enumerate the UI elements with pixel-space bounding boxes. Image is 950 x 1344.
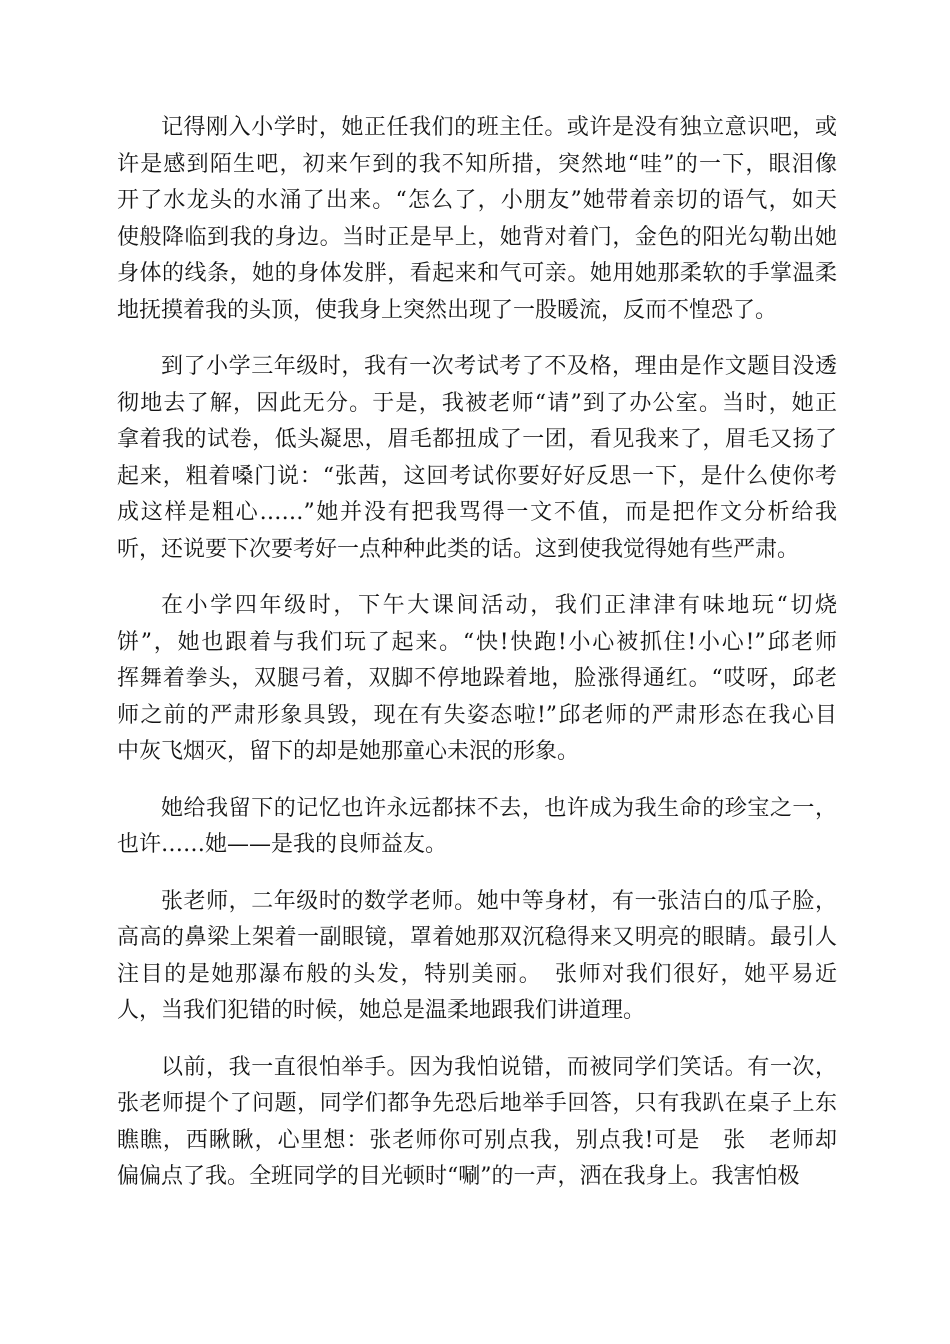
text-line: 挥舞着拳头，双腿弓着，双脚不停地跺着地，脸涨得通红。“哎呀，邱老 (117, 666, 837, 691)
paragraph (117, 349, 837, 568)
text-line: 也许……她——是我的良师益友。 (117, 832, 448, 857)
text-line: 听，还说要下次要考好一点种种此类的话。这到使我觉得她有些严肃。 (117, 536, 800, 562)
text-line: 成这样是粗心……”她并没有把我骂得一文不值，而是把作文分析给我 (117, 500, 837, 525)
document-body (117, 110, 837, 1216)
text-line: 师之前的严肃形象具毁，现在有失姿态啦!”邱老师的严肃形态在我心目 (117, 702, 837, 728)
text-line: 使般降临到我的身边。当时正是早上，她背对着门，金色的阳光勾勒出她 (117, 224, 837, 250)
text-line: 注目的是她那瀑布般的头发，特别美丽。 张师对我们很好，她平易近 (117, 961, 837, 987)
text-line: 高高的鼻梁上架着一副眼镜，罩着她那双沉稳得来又明亮的眼睛。最引人 (117, 925, 837, 950)
text-line: 中灰飞烟灭，留下的却是她那童心未泯的形象。 (117, 739, 580, 764)
text-line: 起来，粗着嗓门说：“张茜，这回考试你要好好反思一下，是什么使你考 (117, 463, 837, 489)
text-line: 偏偏点了我。全班同学的目光顿时“唰”的一声，洒在我身上。我害怕极 (117, 1164, 800, 1189)
text-line: 她给我留下的记忆也许永远都抹不去，也许成为我生命的珍宝之一， (161, 795, 837, 821)
text-line: 以前，我一直很怕举手。因为我怕说错，而被同学们笑话。有一次， (161, 1054, 837, 1080)
text-line: 张老师提个了问题，同学们都争先恐后地举手回答，只有我趴在桌子上东 (117, 1091, 837, 1116)
text-line: 瞧瞧，西瞅瞅，心里想：张老师你可别点我，别点我!可是 张 老师却 (117, 1127, 837, 1153)
text-line: 拿着我的试卷，低头凝思，眉毛都扭成了一团，看见我来了，眉毛又扬了 (117, 427, 837, 452)
text-line: 身体的线条，她的身体发胖，看起来和气可亲。她用她那柔软的手掌温柔 (117, 261, 837, 286)
paragraph (117, 110, 837, 329)
paragraph (117, 884, 837, 1030)
paragraph (117, 791, 837, 864)
text-line: 彻地去了解，因此无分。于是，我被老师“请”到了办公室。当时，她正 (117, 390, 837, 416)
text-line: 饼”，她也跟着与我们玩了起来。“快!快跑!小心被抓住!小心!”邱老师 (117, 629, 837, 655)
text-line: 记得刚入小学时，她正任我们的班主任。或许是没有独立意识吧，或 (161, 115, 837, 140)
text-line: 在小学四年级时，下午大课间活动，我们正津津有味地玩“切烧 (161, 593, 837, 618)
paragraph (117, 588, 837, 771)
paragraph (117, 1050, 837, 1196)
text-line: 开了水龙头的水涌了出来。“怎么了，小朋友”她带着亲切的语气，如天 (117, 188, 837, 213)
text-line: 张老师，二年级时的数学老师。她中等身材，有一张洁白的瓜子脸， (161, 888, 837, 914)
text-line: 到了小学三年级时，我有一次考试考了不及格，理由是作文题目没透 (161, 354, 837, 379)
text-line: 地抚摸着我的头顶，使我身上突然出现了一股暖流，反而不惶恐了。 (117, 297, 778, 323)
text-line: 人，当我们犯错的时候，她总是温柔地跟我们讲道理。 (117, 998, 646, 1023)
text-line: 许是感到陌生吧，初来乍到的我不知所措，突然地“哇”的一下，眼泪像 (117, 151, 837, 177)
